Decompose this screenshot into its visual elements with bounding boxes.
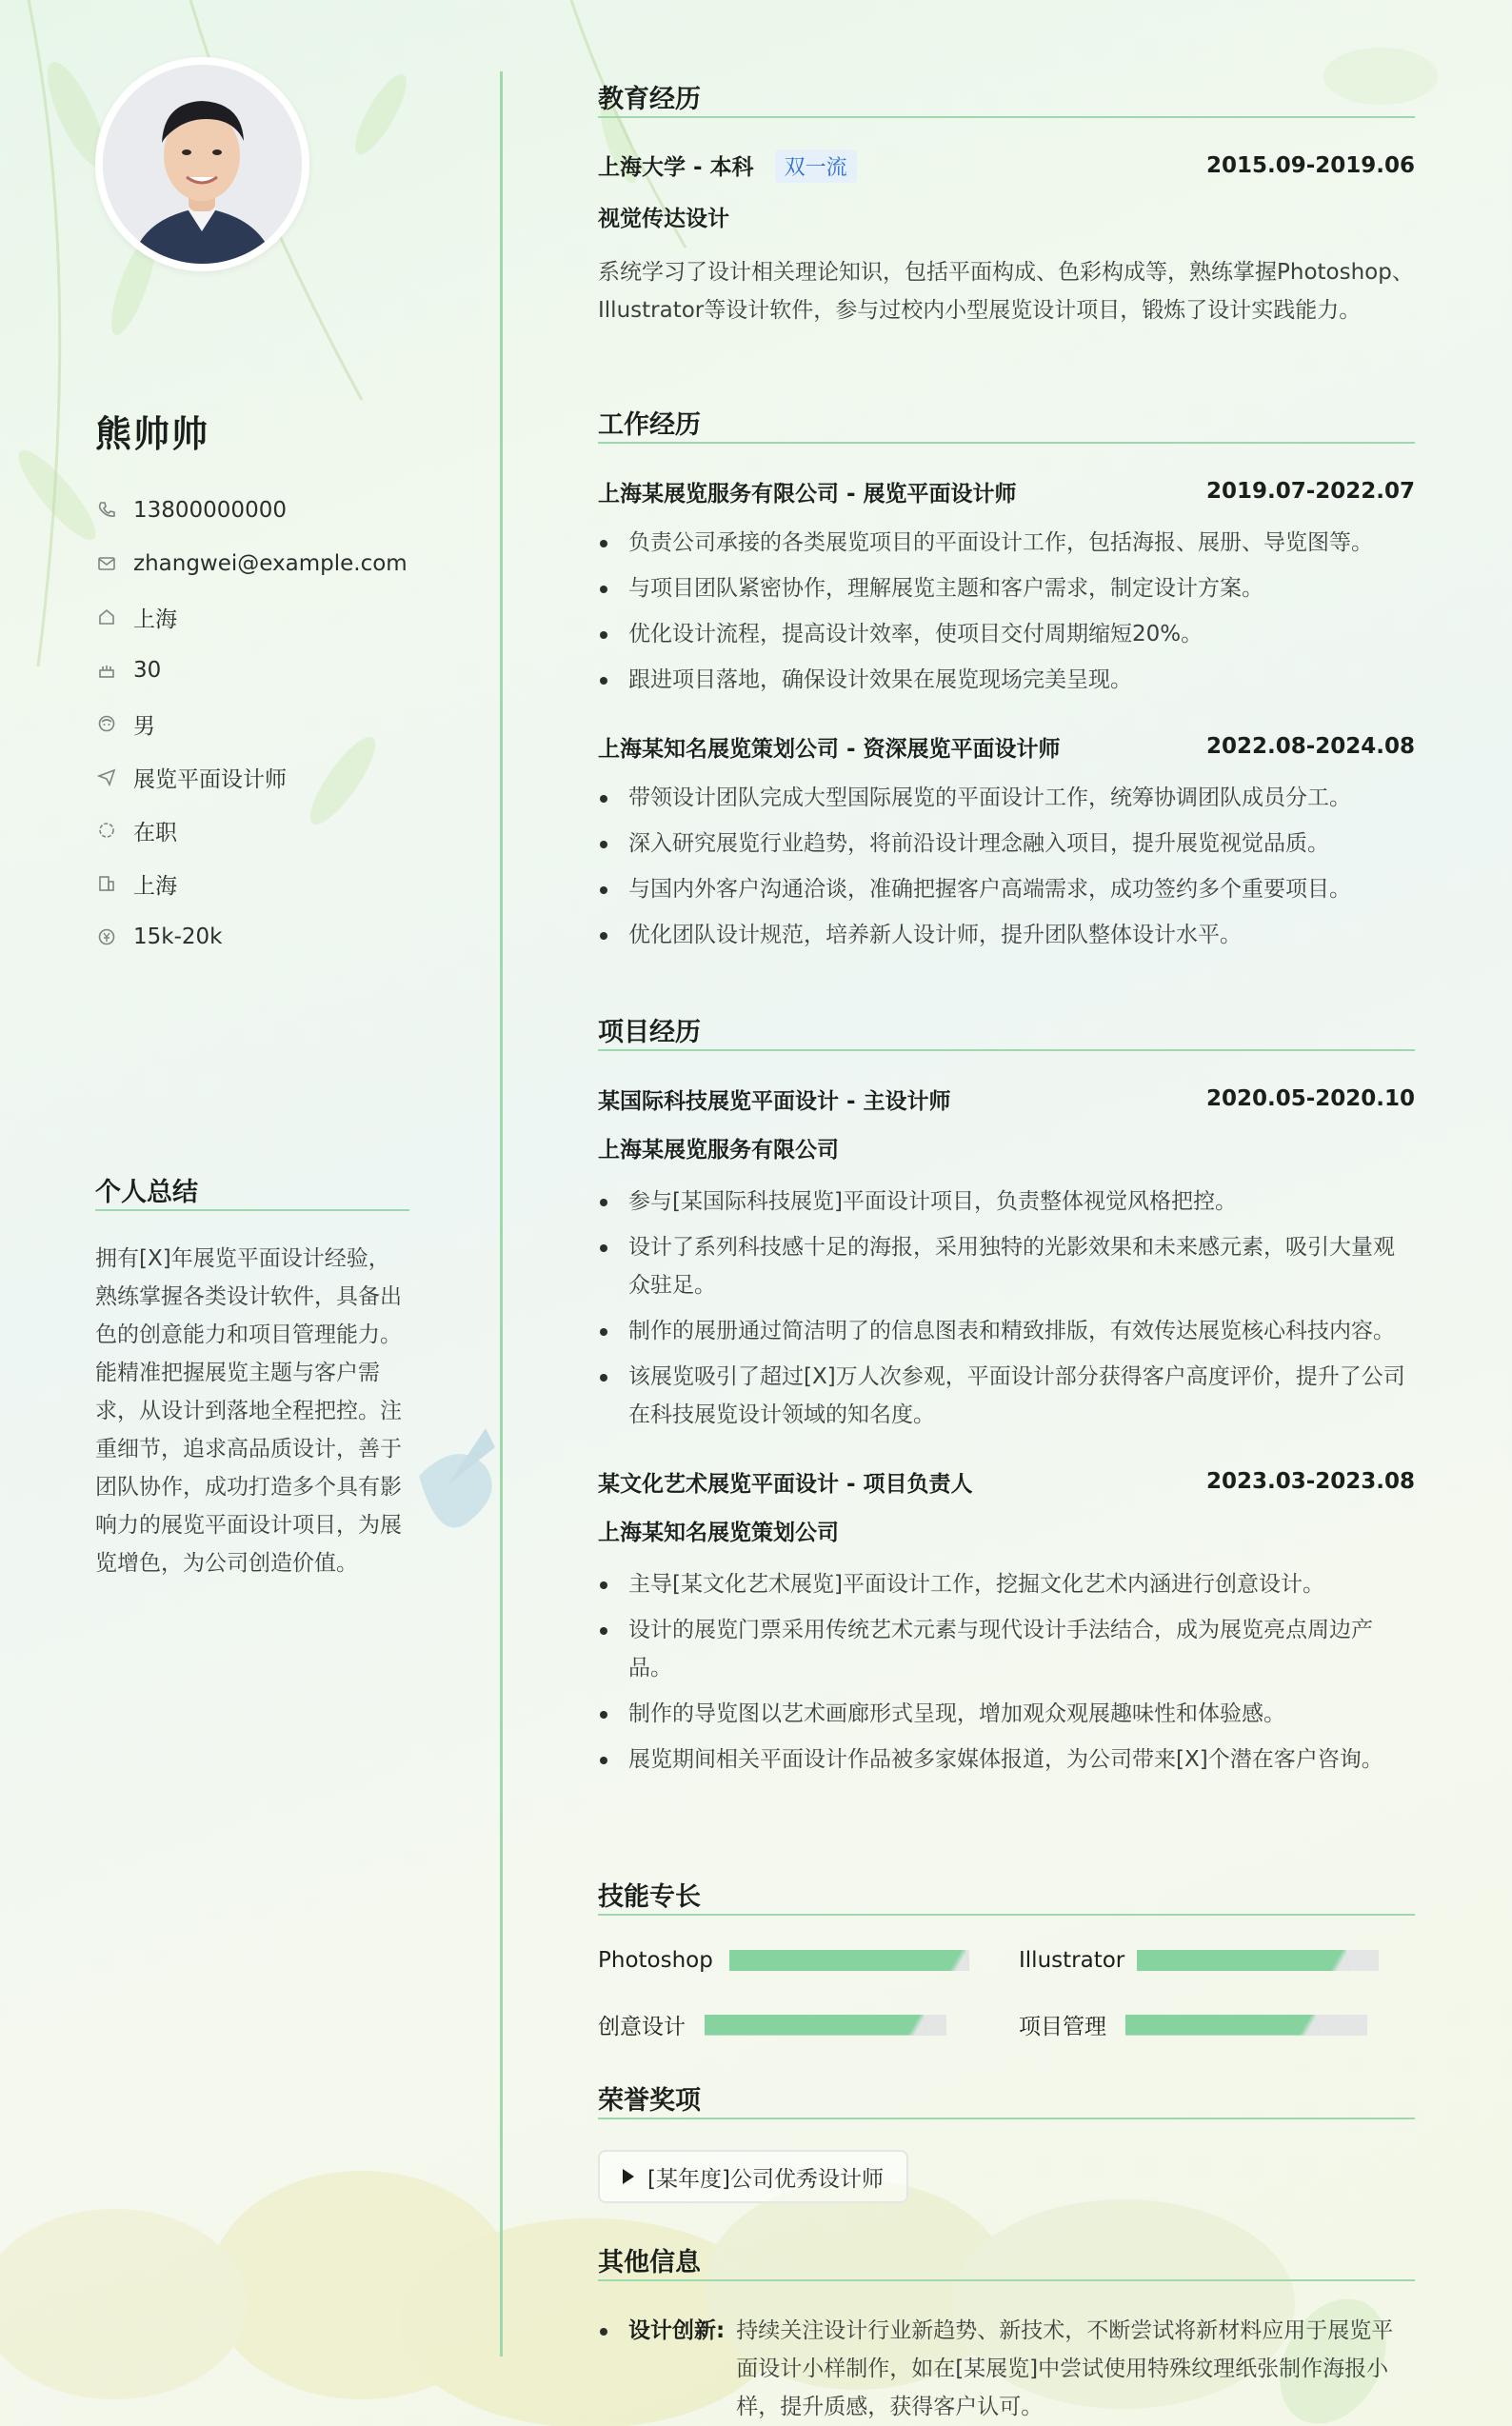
education-date: 2015.09-2019.06: [1205, 153, 1415, 178]
skill-name: Photoshop: [598, 1948, 713, 1973]
contact-list: [95, 484, 408, 964]
work-item-bullets: [598, 524, 1415, 699]
work-item-head: [598, 474, 1415, 508]
work-title: 工作经历: [598, 410, 701, 440]
skill-bar: [729, 1950, 969, 1971]
list-item: 跟进项目落地，确保设计效果在展览现场完美呈现。: [598, 661, 1415, 699]
candidate-name: 熊帅帅: [95, 413, 210, 455]
contact-email-value: zhangwei@example.com: [133, 551, 408, 576]
list-item: 带领设计团队完成大型国际展览的平面设计工作，统筹协调团队成员分工。: [598, 779, 1415, 817]
contact-salary: [95, 910, 408, 964]
contact-location: [95, 590, 408, 644]
other-item-label: 设计创新:: [628, 2318, 726, 2343]
work-item-title: 上海某展览服务有限公司 - 展览平面设计师: [598, 481, 1017, 507]
project-item-company: 上海某展览服务有限公司: [598, 1138, 839, 1163]
other-item-text: 持续关注设计行业新趋势、新技术，不断尝试将新材料应用于展览平面设计小样制作，如在[某展览]中尝试使用特殊纹理纸张制作海报小样，提升质感，获得客户认可。: [736, 2318, 1394, 2419]
contact-phone: [95, 484, 408, 537]
project-item-bullets: [598, 1565, 1415, 1779]
cake-icon: [95, 659, 118, 682]
list-item: 制作的导览图以艺术画廊形式呈现，增加观众观展趣味性和体验感。: [598, 1695, 1415, 1733]
project-item-head: [598, 1082, 1415, 1116]
projects-title: 项目经历: [598, 1018, 701, 1047]
project-item-title: 某国际科技展览平面设计 - 主设计师: [598, 1088, 951, 1114]
contact-gender: [95, 697, 408, 750]
skill-bar-fill: [1137, 1950, 1350, 1971]
list-item: 设计了系列科技感十足的海报，采用独特的光影效果和未来感元素，吸引大量观众驻足。: [598, 1228, 1415, 1304]
email-icon: [95, 552, 118, 575]
education-title: 教育经历: [598, 85, 701, 114]
contact-gender-value: 男: [133, 713, 155, 739]
project-item-date: 2020.05-2020.10: [1205, 1086, 1415, 1111]
contact-email: [95, 537, 408, 590]
status-icon: [95, 819, 118, 842]
education-tag: 双一流: [775, 149, 857, 183]
skill-creative-design: [598, 2009, 946, 2040]
left-column: [0, 0, 500, 2426]
contact-location-value: 上海: [133, 606, 177, 632]
skills-divider: [598, 1914, 1415, 1916]
person-portrait-icon: [103, 65, 302, 264]
salary-icon: [95, 925, 118, 948]
honors-section: [598, 2079, 1415, 2203]
contact-position: [95, 750, 408, 804]
work-item-date: 2022.08-2024.08: [1205, 734, 1415, 759]
work-section: [598, 404, 1415, 962]
education-section: [598, 78, 1415, 329]
education-head: [598, 149, 1415, 183]
other-list: [598, 2312, 1415, 2426]
skill-name: 项目管理: [1019, 2015, 1106, 2039]
list-item: 主导[某文化艺术展览]平面设计工作，挖掘文化艺术内涵进行创意设计。: [598, 1565, 1415, 1603]
other-title: 其他信息: [598, 2248, 701, 2277]
work-item-date: 2019.07-2022.07: [1205, 479, 1415, 504]
contact-position-value: 展览平面设计师: [133, 766, 287, 792]
avatar-photo: [103, 65, 302, 264]
work-item-head: [598, 729, 1415, 764]
contact-status: [95, 804, 408, 857]
list-item: 与国内外客户沟通洽谈，准确把握客户高端需求，成功签约多个重要项目。: [598, 870, 1415, 908]
list-item: 优化设计流程，提高设计效率，使项目交付周期缩短20%。: [598, 615, 1415, 653]
summary-divider: [95, 1209, 409, 1211]
project-item-head: [598, 1464, 1415, 1499]
work-item-bullets: [598, 779, 1415, 954]
projects-section: [598, 1011, 1415, 1786]
home-icon: [95, 606, 118, 628]
contact-age-value: 30: [133, 658, 162, 683]
contact-age: [95, 644, 408, 697]
skills-title: 技能专长: [598, 1882, 701, 1912]
award-item[interactable]: [598, 2150, 908, 2203]
skill-project-management: [1019, 2009, 1367, 2040]
send-icon: [95, 766, 118, 788]
list-item: 该展览吸引了超过[X]万人次参观，平面设计部分获得客户高度评价，提升了公司在科技展览设计领域的知名度。: [598, 1358, 1415, 1434]
list-item: 负责公司承接的各类展览项目的平面设计工作，包括海报、展册、导览图等。: [598, 524, 1415, 562]
honors-title: 荣誉奖项: [598, 2086, 701, 2116]
work-item-title: 上海某知名展览策划公司 - 资深展览平面设计师: [598, 736, 1061, 762]
list-item: 展览期间相关平面设计作品被多家媒体报道，为公司带来[X]个潜在客户咨询。: [598, 1740, 1415, 1779]
project-item-bullets: [598, 1183, 1415, 1434]
skill-photoshop: [598, 1948, 969, 1973]
skill-bar-fill: [705, 2015, 927, 2036]
list-item: 参与[某国际科技展览]平面设计项目，负责整体视觉风格把控。: [598, 1183, 1415, 1221]
contact-salary-value: 15k-20k: [133, 925, 223, 949]
project-item-date: 2023.03-2023.08: [1205, 1469, 1415, 1494]
skill-bar-fill: [729, 1950, 969, 1971]
education-desc: 系统学习了设计相关理论知识，包括平面构成、色彩构成等，熟练掌握Photoshop、Illustrator等设计软件，参与过校内小型展览设计项目，锻炼了设计实践能力。: [598, 260, 1414, 323]
other-section: [598, 2241, 1415, 2426]
education-school: 上海大学 - 本科: [598, 154, 754, 180]
skill-bar: [1125, 2015, 1367, 2036]
building-icon: [95, 872, 118, 895]
list-item: 深入研究展览行业趋势，将前沿设计理念融入项目，提升展览视觉品质。: [598, 825, 1415, 863]
summary-title: 个人总结: [95, 1178, 198, 1207]
list-item: 优化团队设计规范，培养新人设计师，提升团队整体设计水平。: [598, 916, 1415, 954]
list-item: 设计的展览门票采用传统艺术元素与现代设计手法结合，成为展览亮点周边产品。: [598, 1611, 1415, 1687]
project-item-title: 某文化艺术展览平面设计 - 项目负责人: [598, 1471, 973, 1497]
skill-bar: [705, 2015, 946, 2036]
education-major: 视觉传达设计: [598, 207, 729, 231]
list-item: 与项目团队紧密协作，理解展览主题和客户需求，制定设计方案。: [598, 569, 1415, 607]
skill-bar-fill: [1125, 2015, 1319, 2036]
list-item: 制作的展册通过简洁明了的信息图表和精致排版，有效传达展览核心科技内容。: [598, 1312, 1415, 1350]
avatar: [95, 57, 309, 271]
column-divider: [500, 71, 503, 2356]
contact-city-value: 上海: [133, 873, 177, 899]
project-item-company: 上海某知名展览策划公司: [598, 1521, 839, 1545]
list-item: [598, 2312, 1415, 2426]
summary-text: 拥有[X]年展览平面设计经验，熟练掌握各类设计软件，具备出色的创意能力和项目管理能力。能精准把握展览主题与客户需求，从设计到落地全程把控。注重细节，追求高品质设计，善于团队协作，成功打造多个具有影响力的展览平面设计项目，为展览增色，为公司创造价值。: [95, 1246, 402, 1576]
skill-bar: [1137, 1950, 1379, 1971]
skill-illustrator: [1019, 1948, 1379, 1973]
gender-icon: [95, 712, 118, 735]
phone-icon: [95, 499, 118, 522]
contact-phone-value: 13800000000: [133, 498, 287, 523]
skills-section: [598, 1876, 1415, 1916]
contact-status-value: 在职: [133, 820, 177, 845]
skill-name: Illustrator: [1019, 1948, 1125, 1973]
award-label: [某年度]公司优秀设计师: [647, 2166, 884, 2192]
contact-city: [95, 857, 408, 910]
skill-name: 创意设计: [598, 2015, 686, 2039]
play-icon: [623, 2169, 634, 2184]
